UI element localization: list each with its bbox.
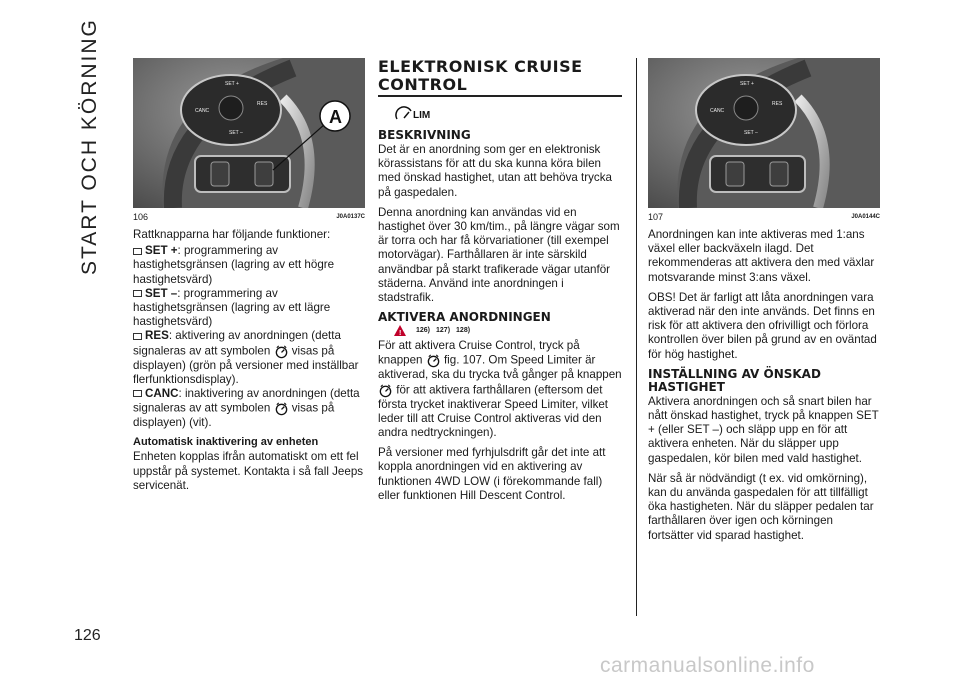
activate-text-part: För att aktivera Cruise Control, tryck på knappen	[378, 339, 580, 367]
activate-text-part: fig. 107. Om Speed Limiter är aktiverad, ska du trycka två gånger på knappen	[378, 354, 622, 382]
note-text: OBS! Det är farligt att låta anordningen vara aktiverad när den inte används. Det finns en risk för att aktivera den ofrivilligt och förlora kontrollen över bilen på grund av en oväntad för hög hastighet.	[648, 290, 877, 361]
button-set-plus-label: SET +	[225, 81, 239, 87]
figure-caption	[133, 210, 365, 224]
cruise-control-icon	[274, 344, 289, 359]
figure-code: J0A0144C	[851, 214, 880, 220]
speed-limiter-icon	[394, 103, 622, 123]
cruise-control-icon	[274, 401, 289, 416]
activate-heading: AKTIVERA ANORDNINGEN	[378, 310, 551, 325]
figure-106	[133, 58, 365, 208]
middle-column	[378, 58, 622, 509]
left-column	[133, 58, 365, 499]
list-item-canc	[133, 387, 365, 430]
gear-text: Anordningen kan inte aktiveras med 1:ans växel eller backväxeln ilagd. Det rekommenderas att aktivera den med växlar motsvarande minst 3:ans växel.	[648, 228, 875, 284]
item-text: visas på displayen) (grön på versioner med inställbar flerfunktionsdisplay).	[133, 344, 359, 386]
page-number: 126	[74, 627, 101, 644]
item-text: : aktivering av anordningen (detta signaleras av att symbolen	[133, 329, 341, 358]
item-text: : inaktivering av anordningen (detta signaleras av att symbolen	[133, 387, 360, 415]
key-label: SET –	[145, 286, 178, 300]
section-title: ELEKTRONISK CRUISE CONTROL	[378, 58, 622, 97]
bullet-square-icon	[133, 290, 142, 297]
button-res-label: RES	[772, 101, 783, 107]
button-res-label: RES	[257, 101, 268, 107]
activate-text	[378, 339, 622, 440]
warning-ref: 127)	[436, 327, 451, 335]
description-text-1: Det är en anordning som ger en elektronisk körassistans för att du ska kunna köra bilen med önskad hastighet, utan att behöva trycka på gaspedalen.	[378, 143, 612, 199]
right-column	[648, 58, 880, 549]
button-set-minus-label: SET –	[229, 130, 243, 136]
figure-caption	[648, 210, 880, 224]
warning-triangle-icon	[394, 325, 406, 336]
set-speed-text-2: När så är nödvändigt (t ex. vid omkörning), kan du använda gaspedalen för att tillfälligt öka hastigheten. När du släpper pedalen tar farthållaren över igen och körningen fortsätter vid sparad hastighet.	[648, 471, 874, 542]
chapter-title: START OCH KÖRNING	[78, 18, 101, 275]
list-item-set-minus	[133, 287, 365, 330]
svg-text:!: !	[399, 330, 402, 337]
svg-text:LIM: LIM	[413, 110, 431, 121]
callout-a: A	[329, 107, 342, 127]
four-wd-text: På versioner med fyrhjulsdrift går det inte att koppla anordningen vid en aktivering av funktionen 4WD LOW (i förekommande fall) eller funktionen Hill Descent Control.	[378, 446, 606, 502]
cruise-control-icon	[426, 353, 441, 368]
warning-references	[394, 325, 622, 336]
watermark: carmanualsonline.info	[600, 654, 815, 677]
description-text-2: Denna anordning kan användas vid en hastighet över 30 km/tim., på längre vägar som är torra och har få körvariationer (till exempel motorvägar). Farthållaren är inte särskild användbar på starkt trafikerade vägar utanför städerna. Använd inte anordningen i stadstrafik.	[378, 205, 620, 305]
figure-number: 107	[648, 212, 664, 222]
warning-ref: 126)	[416, 327, 431, 335]
button-set-plus-label: SET +	[740, 81, 754, 87]
activate-text-part: för att aktivera farthållaren (eftersom det första trycket inaktiverar Speed Limiter, vilket leder till att Cruise Control aktiveras vid den andra nedtryckningen).	[378, 383, 609, 440]
key-label: CANC	[145, 387, 179, 401]
bullet-square-icon	[133, 333, 142, 340]
description-heading: BESKRIVNING	[378, 128, 471, 142]
item-text: : programmering av hastighetsgränsen (lagring av ett lägre hastighetsvärd)	[133, 286, 331, 329]
warning-ref: 128)	[456, 327, 471, 335]
set-speed-heading: INSTÄLLNING AV ÖNSKAD HASTIGHET	[648, 366, 821, 394]
bullet-square-icon	[133, 248, 142, 255]
button-canc-label: CANC	[710, 108, 725, 114]
item-text: visas på displayen) (vit).	[133, 401, 335, 430]
item-text: : programmering av hastighetsgränsen (lagring av ett högre hastighetsvärd)	[133, 244, 335, 286]
cruise-control-icon	[378, 383, 393, 398]
set-speed-text-1: Aktivera anordningen och så snart bilen har nått önskad hastighet, tryck på knappen SET + (eller SET –) och släpp upp en för att aktivera enheten. När du släpper upp gaspedalen, kör bilen med vald hastighet.	[648, 394, 879, 465]
auto-disable-heading: Automatisk inaktivering av enheten	[133, 436, 319, 449]
list-item-res	[133, 329, 365, 387]
figure-number: 106	[133, 212, 149, 222]
bullet-square-icon	[133, 390, 142, 397]
intro-text: Rattknapparna har följande funktioner:	[133, 228, 331, 241]
list-item-set-plus	[133, 244, 365, 287]
key-label: SET +	[145, 244, 178, 258]
key-label: RES	[145, 329, 169, 343]
column-divider	[636, 58, 637, 616]
button-canc-label: CANC	[195, 108, 210, 114]
button-set-minus-label: SET –	[744, 130, 758, 136]
auto-disable-text: Enheten kopplas ifrån automatiskt om ett fel uppstår på systemet. Kontakta i så fall Jeeps servicenät.	[133, 450, 364, 492]
figure-107	[648, 58, 880, 208]
figure-code: J0A0137C	[336, 214, 365, 220]
